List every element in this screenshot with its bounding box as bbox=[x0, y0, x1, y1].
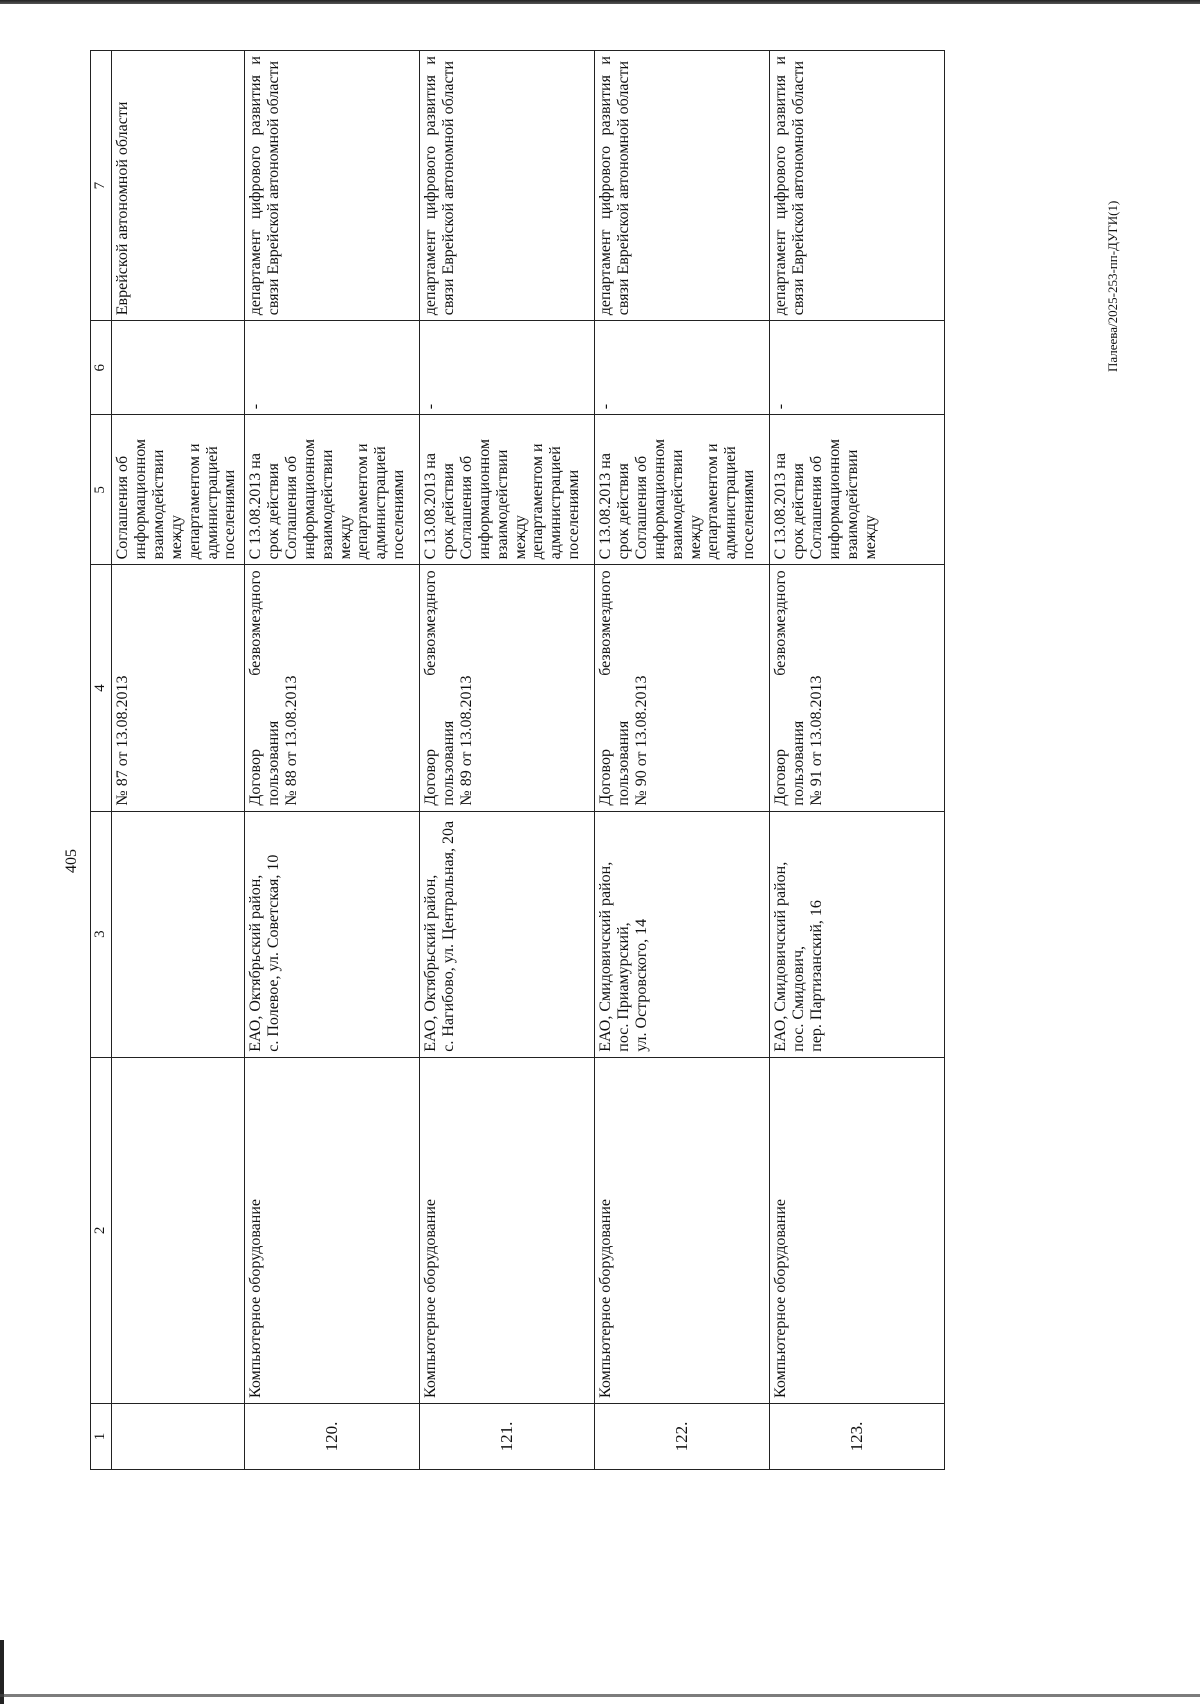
scan-edge-top bbox=[0, 0, 1200, 4]
page-number: 405 bbox=[63, 849, 80, 873]
basis-line bbox=[597, 570, 615, 805]
basis-line bbox=[247, 570, 265, 805]
cell-holder: департамент цифрового развития и связи Еврейской автономной области bbox=[420, 51, 595, 321]
cell-address bbox=[420, 811, 595, 1057]
cell-item: Компьютерное оборудование bbox=[770, 1057, 945, 1403]
cell-item: Компьютерное оборудование bbox=[245, 1057, 420, 1403]
basis-word: безвозмездного bbox=[422, 570, 439, 676]
cell-num: 121. bbox=[420, 1403, 595, 1469]
basis-word: Договор bbox=[772, 749, 789, 806]
table-row bbox=[770, 51, 945, 1470]
rotated-table-container bbox=[90, 50, 945, 1470]
header-cell-3: 3 bbox=[91, 811, 112, 1057]
cell-term: С 13.08.2013 на срок действия Соглашения об информационном взаимодействии между департаментом и администрацией поселениями bbox=[245, 415, 420, 565]
cell-item bbox=[112, 1057, 245, 1403]
cell-address bbox=[245, 811, 420, 1057]
cell-basis bbox=[770, 565, 945, 811]
basis-line: пользования bbox=[264, 720, 282, 806]
cell-item: Компьютерное оборудование bbox=[595, 1057, 770, 1403]
header-cell-7: 7 bbox=[91, 51, 112, 321]
header-cell-4: 4 bbox=[91, 565, 112, 811]
cell-encumbrance: - bbox=[245, 321, 420, 415]
basis-line: № 89 от 13.08.2013 bbox=[457, 675, 475, 806]
basis-word: Договор bbox=[422, 749, 439, 806]
header-cell-2: 2 bbox=[91, 1057, 112, 1403]
cell-holder: Еврейской автономной области bbox=[112, 51, 245, 321]
basis-word: Договор bbox=[247, 749, 264, 806]
basis-line: № 91 от 13.08.2013 bbox=[807, 675, 825, 806]
table-header-row bbox=[91, 51, 112, 1470]
cell-num: 123. bbox=[770, 1403, 945, 1469]
basis-word: безвозмездного bbox=[597, 570, 614, 676]
basis-word: безвозмездного bbox=[247, 570, 264, 676]
registry-table bbox=[90, 50, 945, 1470]
address-line: пос. Смидович, bbox=[789, 946, 807, 1052]
address-line: пос. Приамурский, bbox=[614, 922, 632, 1052]
basis-line: пользования bbox=[789, 720, 807, 806]
cell-term: С 13.08.2013 на срок действия Соглашения об информационном взаимодействии между bbox=[770, 415, 945, 565]
cell-encumbrance: - bbox=[420, 321, 595, 415]
basis-line: № 88 от 13.08.2013 bbox=[282, 675, 300, 806]
cell-address bbox=[112, 811, 245, 1057]
address-line: ЕАО, Смидовичский район, bbox=[597, 861, 614, 1052]
basis-line: № 90 от 13.08.2013 bbox=[632, 675, 650, 806]
cell-encumbrance: - bbox=[770, 321, 945, 415]
address-line: ЕАО, Октябрьский район, bbox=[422, 874, 439, 1052]
table-row bbox=[595, 51, 770, 1470]
cell-holder: департамент цифрового развития и связи Еврейской автономной области bbox=[770, 51, 945, 321]
continuation-row bbox=[112, 51, 245, 1470]
basis-line: пользования bbox=[439, 720, 457, 806]
address-line: ЕАО, Октябрьский район, bbox=[247, 874, 264, 1052]
basis-line bbox=[772, 570, 790, 805]
cell-num: 120. bbox=[245, 1403, 420, 1469]
table-row bbox=[245, 51, 420, 1470]
address-line: ЕАО, Смидовичский район, bbox=[772, 861, 789, 1052]
cell-holder: департамент цифрового развития и связи Еврейской автономной области bbox=[245, 51, 420, 321]
header-cell-6: 6 bbox=[91, 321, 112, 415]
address-line: пер. Партизанский, 16 bbox=[807, 900, 825, 1052]
cell-address bbox=[770, 811, 945, 1057]
basis-line bbox=[422, 570, 440, 805]
document-code: Палеева/2025-253-пп-ДУГИ(1) bbox=[1105, 200, 1120, 372]
table-row bbox=[420, 51, 595, 1470]
cell-item: Компьютерное оборудование bbox=[420, 1057, 595, 1403]
cell-basis: № 87 от 13.08.2013 bbox=[112, 565, 245, 811]
basis-word: безвозмездного bbox=[772, 570, 789, 676]
cell-encumbrance bbox=[112, 321, 245, 415]
cell-term: Соглашения об информационном взаимодействии между департаментом и администрацией поселениями bbox=[112, 415, 245, 565]
header-cell-5: 5 bbox=[91, 415, 112, 565]
header-cell-1: 1 bbox=[91, 1403, 112, 1469]
scan-edge-bottom bbox=[0, 1694, 1200, 1697]
cell-holder: департамент цифрового развития и связи Еврейской автономной области bbox=[595, 51, 770, 321]
address-line: с. Полевое, ул. Советская, 10 bbox=[264, 854, 282, 1052]
cell-term: С 13.08.2013 на срок действия Соглашения об информационном взаимодействии между департаментом и администрацией поселениями bbox=[420, 415, 595, 565]
basis-word: Договор bbox=[597, 749, 614, 806]
cell-encumbrance: - bbox=[595, 321, 770, 415]
address-line: с. Нагибово, ул. Центральная, 20а bbox=[439, 820, 457, 1052]
basis-line: пользования bbox=[614, 720, 632, 806]
cell-num bbox=[112, 1403, 245, 1469]
cell-basis bbox=[245, 565, 420, 811]
cell-basis bbox=[595, 565, 770, 811]
address-line: ул. Островского, 14 bbox=[632, 918, 650, 1052]
cell-num: 122. bbox=[595, 1403, 770, 1469]
cell-basis bbox=[420, 565, 595, 811]
cell-address bbox=[595, 811, 770, 1057]
cell-term: С 13.08.2013 на срок действия Соглашения об информационном взаимодействии между департаментом и администрацией поселениями bbox=[595, 415, 770, 565]
